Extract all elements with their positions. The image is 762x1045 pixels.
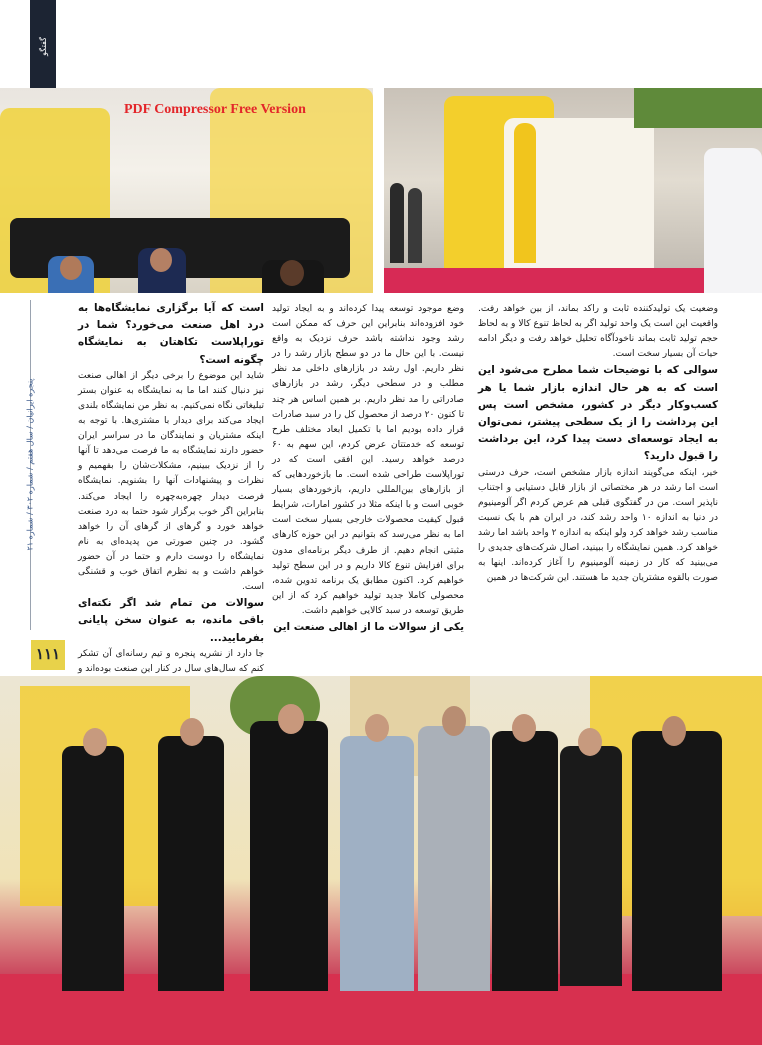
interview-question: سوالات من تمام شد اگر نکته‌ای باقی مانده، به عنوان سخن پایانی بفرمایید... [78,597,264,644]
team-group-photo [0,676,762,1045]
text-column-right [478,302,718,586]
watermark-text: PDF Compressor Free Version [124,102,306,117]
text-column-middle [272,302,464,636]
interview-question: یکی از سوالات ما از اهالی صنعت این [273,620,464,633]
paragraph: خیر، اینکه می‌گویند اندازه بازار مشخص است، حرف درستی است اما رشد در هر مختصاتی از بازار قابل دستیابی و اجتناب ناپذیر است. من در گفتگوی قبلی هم عرض کردم اگر آلومینیوم در دنیا به اندازه ۱۰ واحد رشد کند، در ایران هم با یک نسبت مناسب رشد خواهد کرد ولو اینکه به اندازه ۲ واحد باشد اما رشد خواهد کرد. همین نمایشگاه را ببینید، اصال شرکت‌های جدیدی را می‌بینید که کار در زمینه آلومینیوم را آغاز کرده‌اند. اینها به صورت بالقوه مشتریان جدید ما هستند. این شرکت‌ها در همین [478,467,718,584]
magazine-issue-label: پنجره ایرانیان / سال هفتم / شماره ۳۰۲ / شماره ۲۱ [25,378,35,551]
section-tab [30,0,56,88]
booth-interview-photo [0,88,373,293]
interview-question: سوالی که با توضیحات شما مطرح می‌شود این است که به هر حال اندازه بازار شما یا هر کسب‌وکار دیگر در کشور، مشخص است پس این پرداشت را از یک سطحی پیشتر، نمی‌توان به ایجاد توسعه‌ای دست پیدا کرد، این برداشت را قبول دارید؟ [478,364,718,463]
paragraph: وضع موجود توسعه پیدا کرده‌اند و به ایجاد تولید خود افزوده‌اند بنابراین این حرف که ممکن است رشد وجود نداشته باشد حرف نزدیک به واقع نیست. با این حال ما در دو سطح بازار رشد را در نظر داریم. اول رشد در بازارهای داخلی مد نظر مطلب و در سطحی دیگر، رشد در بازارهای صادراتی را مد نظر داریم. بر همین اساس هر چند تا کنون ۲۰ درصد از محصول کل را در سبد صادرات قرار داده بودیم اما با تکمیل ابعاد مختلف طرح توسعه که خدمتتان عرض کردم، این سهم به ۶۰ درصد خواهد رسید. این افقی است که در توراپلاست طراحی شده است. ما بازخوردهایی که از بازارهای بین‌المللی داریم، بازخوردهای بسیار خوبی است و با اینکه مثلا در کشور امارات، شرایط قبول کیفیت محصولات خارجی بسیار سخت است اما به نظر می‌رسد که بتوانیم در این حوزه کارهای مثبتی انجام دهیم. از طرف دیگر برنامه‌ای مدون برای افزایش تنوع کالا داریم و در این سطح تولید خواهیم کرد. اکنون مطابق یک برنامه تدوین شده، محصولی کاملا جدید تولید خواهیم کرد که از این طریق توسعه در سبد کالایی خواهیم داشت. [272,304,464,616]
text-column-left [78,300,264,692]
page-number: ۱۱۱ [31,640,65,670]
paragraph: وضعیت یک تولیدکننده ثابت و راکد بماند، از بین خواهد رفت. واقعیت این است یک واحد تولید اگر به لحاظ تنوع کالا و به لحاظ حجم تولید ثابت بماند ناخودآگاه تحلیل خواهد رفت و دیگر ادامه حیات آن بسیار سخت است. [478,304,718,360]
interview-question: است که آیا برگزاری نمایشگاه‌ها به درد اهل صنعت می‌خورد؟ شما در توراپلاست تکاهتان به نمایشگاه چگونه است؟ [78,302,264,366]
paragraph: شاید این موضوع را برخی دیگر از اهالی صنعت نیز دنبال کنند اما ما به نمایشگاه به عنوان بستر تبلیغاتی نگاه نمی‌کنیم. به نظر من نمایشگاه بلندی ایجاد می‌کند برای دیدار با مشتری‌ها. با توجه به اینکه مشتریان و نمایندگان ما در سراسر ایران حضور دارند نمایشگاه به ما فرصت می‌دهد تا آنها را از نزدیک ببینیم، مشکلات‌شان را بفهمیم و نظرات و پیشنهادات آنها را بشنویم. نمایشگاه فرصت دیدار چهره‌به‌چهره را ایجاد می‌کند. بنابراین اگر خوب برگزار شود حتما به درد صنعت خواهد خورد و گرهای از گرهای آن را خواهد گشود. در چنین صورتی من پدیده‌ای به نام نمایشگاه را دوست دارم و حتما در آن حضور خواهم داشت و به نظرم اتفاق خوب و قشنگی است. [78,370,264,593]
paragraph: جا دارد از نشریه پنجره و تیم رسانه‌ای آن تشکر کنم که سال‌های سال در کنار این صنعت بوده‌اند و [78,648,264,674]
exhibition-booth-photo [384,88,762,293]
section-tab-label: گفتگو [38,37,48,56]
